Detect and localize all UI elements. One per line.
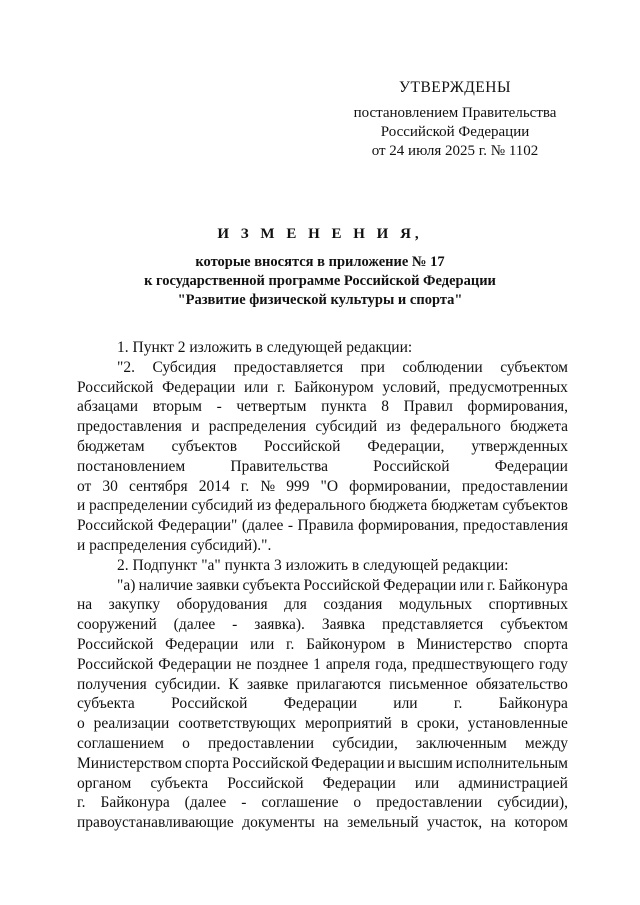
word: Байконура <box>100 794 170 812</box>
word: Министерством <box>77 754 183 772</box>
word: Российской <box>77 635 154 653</box>
word: условий, <box>382 378 441 396</box>
text-line <box>77 754 568 774</box>
word: сроки, <box>416 715 459 733</box>
word: Байконуром <box>306 635 386 653</box>
word: г. <box>240 477 250 495</box>
word: апреля <box>325 655 371 673</box>
word: Российской <box>373 457 450 475</box>
word: Федерации <box>165 635 239 653</box>
title-sub-line: "Развитие физической культуры и спорта" <box>177 292 463 308</box>
word: бюджета <box>369 497 428 515</box>
word: (далее <box>184 794 227 812</box>
text-line: и распределения субсидий).". <box>77 536 272 554</box>
word: заявке <box>246 675 289 693</box>
word: субъектом <box>500 358 568 376</box>
word: 30 <box>102 477 118 495</box>
word: и <box>77 497 86 515</box>
word: на <box>323 814 339 832</box>
word: распределения <box>208 418 307 436</box>
word: году <box>539 655 568 673</box>
approval-line: постановлением Правительства <box>353 105 557 121</box>
text-line <box>77 457 568 477</box>
word: субъектов <box>502 497 568 515</box>
word: 999 <box>286 477 310 495</box>
word: Байконура <box>498 576 568 594</box>
document-body <box>77 338 568 833</box>
text-line <box>77 655 568 675</box>
word: в <box>397 635 405 653</box>
word: о <box>182 734 190 752</box>
text-line <box>77 774 568 794</box>
word: реализации <box>93 715 170 733</box>
title-sub-line: которые вносятся в приложение № 17 <box>195 254 445 270</box>
word: прилагаются <box>296 675 382 693</box>
text-line <box>77 437 568 457</box>
word: земельный <box>347 814 419 832</box>
word: 1 <box>313 655 321 673</box>
word: позднее <box>256 655 309 673</box>
word: Федерации <box>383 576 457 594</box>
word: субсидии, <box>332 734 398 752</box>
word: субъекта <box>150 774 209 792</box>
word: субъекта <box>242 576 301 594</box>
word: представляется <box>382 616 484 634</box>
word: бюджета <box>510 418 568 436</box>
word: Правительства <box>230 457 328 475</box>
word: соглашение <box>261 794 339 812</box>
word: Федерации <box>311 754 385 772</box>
word: обязательство <box>475 675 568 693</box>
word: г. <box>77 794 86 812</box>
word: постановлением <box>77 457 186 475</box>
word: субсидии. <box>154 675 221 693</box>
word: Российской <box>231 754 309 772</box>
text-line <box>77 813 568 833</box>
word: мероприятий <box>304 715 392 733</box>
word: от <box>77 477 92 495</box>
word: - <box>216 398 222 416</box>
word: модульных <box>398 596 473 614</box>
word: предоставления <box>77 418 182 436</box>
word: не <box>236 655 252 673</box>
word: на <box>77 596 93 614</box>
word: утвержденных <box>471 437 568 455</box>
paragraph <box>77 576 568 833</box>
word: - <box>287 517 294 535</box>
word: - <box>241 794 247 812</box>
word: предоставлении <box>461 477 568 495</box>
approval-line: от 24 июля 2025 г. № 1102 <box>371 143 539 159</box>
word: Федерации <box>322 774 396 792</box>
word: федерального <box>410 418 501 436</box>
word: и <box>191 418 200 436</box>
word: Российской <box>303 576 380 594</box>
word: 8 <box>381 398 390 416</box>
word: Субсидия <box>152 358 217 376</box>
text-line <box>77 694 568 714</box>
word: оборудования <box>176 596 268 614</box>
word: Правила <box>297 517 354 535</box>
word: субсидии), <box>497 794 568 812</box>
word: Федерации <box>158 655 232 673</box>
word: предоставлении <box>207 734 315 752</box>
word: или <box>243 378 269 396</box>
word: соблюдении <box>402 358 483 376</box>
word: субъекта <box>77 695 135 713</box>
word: г. <box>487 576 496 594</box>
word: распределении <box>89 497 188 515</box>
word: Байконуром <box>294 378 374 396</box>
text-line <box>77 675 568 695</box>
word: сентября <box>128 477 188 495</box>
word: года, <box>375 655 408 673</box>
word: (далее <box>241 517 284 535</box>
word: о <box>353 794 362 812</box>
word: документы <box>242 814 315 832</box>
word: спортивных <box>488 596 568 614</box>
document-title <box>60 226 580 310</box>
word: бюджетам <box>77 437 145 455</box>
word: предоставлении <box>376 794 483 812</box>
word: Федерации, <box>367 437 445 455</box>
word: субсидий <box>191 497 254 515</box>
word: "О <box>320 477 339 495</box>
word: К <box>228 675 239 693</box>
word: Федерации <box>162 378 236 396</box>
word: Правил <box>403 398 453 416</box>
text-line: 2. Подпункт "а" пункта 3 изложить в следующей редакции: <box>117 556 509 574</box>
word: 2014 <box>198 477 230 495</box>
word: предоставляется <box>233 358 344 376</box>
text-line <box>77 397 568 417</box>
word: спорта <box>523 635 568 653</box>
word: федерального <box>274 497 366 515</box>
word: органом <box>77 774 132 792</box>
text-line <box>77 595 568 615</box>
approval-line: Российской Федерации <box>380 124 530 140</box>
word: (далее <box>173 616 216 634</box>
word: котором <box>514 814 568 832</box>
word: предшествующего <box>411 655 535 673</box>
word: и <box>387 754 396 772</box>
word: получения <box>77 675 147 693</box>
word: Министерство <box>416 635 512 653</box>
word: субсидий <box>315 418 378 436</box>
word: "2. <box>117 358 135 376</box>
word: Российской <box>77 517 154 535</box>
word: письменное <box>389 675 468 693</box>
word: формирования, <box>358 517 459 535</box>
text-line <box>77 516 568 536</box>
word: Российской <box>77 655 154 673</box>
word: формирования, <box>467 398 568 416</box>
word: администрацией <box>458 774 568 792</box>
title-sub-line: к государственной программе Российской Федерации <box>144 273 496 289</box>
word: заключенным <box>416 734 507 752</box>
word: заявки <box>196 576 240 594</box>
word: участок, <box>427 814 483 832</box>
word: Федерации <box>494 457 568 475</box>
word: или <box>414 774 440 792</box>
word: при <box>360 358 385 376</box>
word: или <box>249 635 275 653</box>
word: № <box>260 477 276 495</box>
word: - <box>232 616 238 634</box>
word: соглашением <box>77 734 164 752</box>
word: Российской <box>227 774 304 792</box>
word: субъектом <box>500 616 568 634</box>
text-line <box>77 793 568 813</box>
approval-heading: УТВЕРЖДЕНЫ <box>399 79 511 96</box>
word: г. <box>276 378 286 396</box>
word: соответствующих <box>178 715 296 733</box>
word: высшим <box>398 754 453 772</box>
word: абзацами <box>77 398 139 416</box>
word: Российской <box>171 695 248 713</box>
word: сооружений <box>77 616 157 634</box>
word: на <box>490 814 506 832</box>
word: четвертым <box>236 398 307 416</box>
text-line <box>77 714 568 734</box>
word: Байконура <box>498 695 568 713</box>
word: исполнительным <box>455 754 568 772</box>
word: заявка). <box>254 616 305 634</box>
word: правоустанавливающие <box>77 814 234 832</box>
paragraph <box>77 556 568 576</box>
text-line <box>77 734 568 754</box>
word: предусмотренных <box>448 378 568 396</box>
word: предоставления <box>463 517 568 535</box>
word: формировании, <box>349 477 451 495</box>
word: из <box>256 497 272 515</box>
word: Федерации <box>283 695 357 713</box>
word: для <box>284 596 307 614</box>
text-line <box>77 417 568 437</box>
word: г. <box>453 695 463 713</box>
word: Российской <box>77 378 154 396</box>
paragraph <box>77 338 568 358</box>
word: г. <box>285 635 295 653</box>
text-line <box>77 615 568 635</box>
word: установленные <box>467 715 568 733</box>
word: в <box>400 715 409 733</box>
word: Заявка <box>321 616 366 634</box>
approval-block <box>330 78 580 161</box>
text-line <box>77 477 568 497</box>
text-line <box>77 496 568 516</box>
text-line <box>77 378 568 398</box>
title-main: И З М Е Н Е Н И Я, <box>217 226 423 242</box>
text-line: 1. Пункт 2 изложить в следующей редакции: <box>117 339 413 356</box>
text-line <box>77 358 568 378</box>
word: о <box>77 715 85 733</box>
word: между <box>524 734 568 752</box>
word: наличие <box>138 576 193 594</box>
paragraph <box>77 358 568 556</box>
word: "а) <box>117 576 136 594</box>
word: Федерации" <box>157 517 238 535</box>
word: из <box>386 418 401 436</box>
word: или <box>459 576 484 594</box>
word: Российской <box>264 437 341 455</box>
text-line <box>77 576 568 596</box>
word: субъектов <box>171 437 238 455</box>
word: создания <box>323 596 383 614</box>
word: бюджетам <box>431 497 499 515</box>
word: закупку <box>108 596 161 614</box>
word: спорта <box>184 754 230 772</box>
text-line <box>77 635 568 655</box>
word: пункта <box>321 398 367 416</box>
word: или <box>393 695 418 713</box>
word: вторым <box>152 398 202 416</box>
